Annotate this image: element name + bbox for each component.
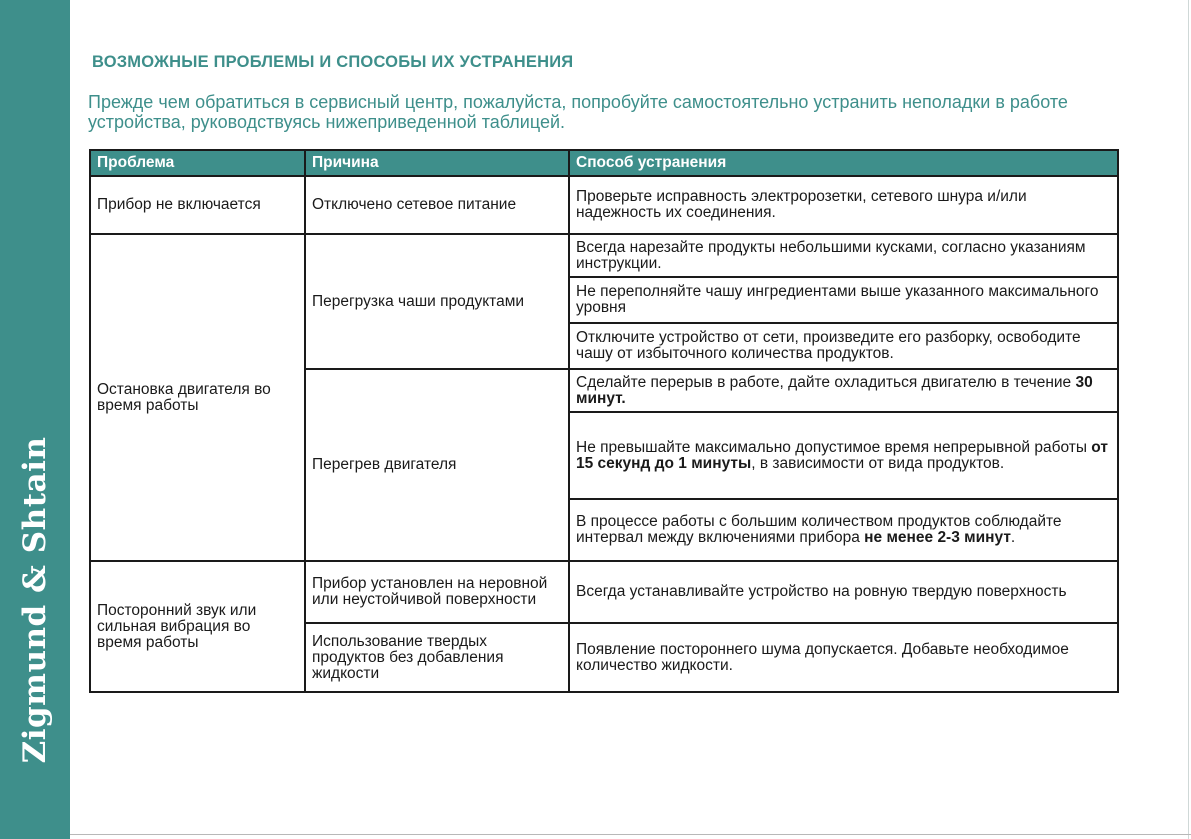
problem-cell: Прибор не включается	[90, 176, 305, 234]
solution-cell: Всегда нарезайте продукты небольшими кусками, согласно указаниям инструкции.	[569, 234, 1118, 277]
bottom-rule	[70, 834, 1191, 835]
solution-cell: Появление постороннего шума допускается. Добавьте необходимое количество жидкости.	[569, 623, 1118, 692]
cause-cell: Перегрузка чаши продуктами	[305, 234, 569, 369]
page-edge-line	[1188, 0, 1189, 839]
header-problem: Проблема	[90, 150, 305, 176]
intro-text: Прежде чем обратиться в сервисный центр, пожалуйста, попробуйте самостоятельно устранить неполадки в работе устройства, руководствуясь нижеприведенной таблицей.	[88, 92, 1068, 132]
solution-cell: Проверьте исправность электророзетки, сетевого шнура и/или надежность их соединения.	[569, 176, 1118, 234]
problem-cell: Посторонний звук или сильная вибрация во время работы	[90, 561, 305, 692]
sidebar-strip	[0, 0, 70, 839]
cause-cell: Использование твердых продуктов без добавления жидкости	[305, 623, 569, 692]
header-solution: Способ устранения	[569, 150, 1118, 176]
table-row	[90, 234, 1118, 277]
solution-cell: В процессе работы с большим количеством продуктов соблюдайте интервал между включениями прибора не менее 2-3 минут.	[569, 499, 1118, 561]
table-header-row	[90, 150, 1118, 176]
page-title: ВОЗМОЖНЫЕ ПРОБЛЕМЫ И СПОСОБЫ ИХ УСТРАНЕНИЯ	[92, 53, 574, 71]
cause-cell: Отключено сетевое питание	[305, 176, 569, 234]
solution-cell: Отключите устройство от сети, произведите его разборку, освободите чашу от избыточного количества продуктов.	[569, 323, 1118, 369]
brand-logo: Zigmund & Shtain	[17, 436, 53, 764]
table-row	[90, 561, 1118, 623]
problem-cell: Остановка двигателя во время работы	[90, 234, 305, 561]
table-row	[90, 176, 1118, 234]
solution-cell: Сделайте перерыв в работе, дайте охладиться двигателю в течение 30 минут.	[569, 369, 1118, 412]
header-cause: Причина	[305, 150, 569, 176]
solution-cell: Не переполняйте чашу ингредиентами выше указанного максимального уровня	[569, 277, 1118, 323]
solution-cell: Не превышайте максимально допустимое время непрерывной работы от 15 секунд до 1 минуты, в зависимости от вида продуктов.	[569, 412, 1118, 499]
troubleshooting-table	[89, 149, 1119, 693]
solution-cell: Всегда устанавливайте устройство на ровную твердую поверхность	[569, 561, 1118, 623]
cause-cell: Прибор установлен на неровной или неустойчивой поверхности	[305, 561, 569, 623]
cause-cell: Перегрев двигателя	[305, 369, 569, 561]
